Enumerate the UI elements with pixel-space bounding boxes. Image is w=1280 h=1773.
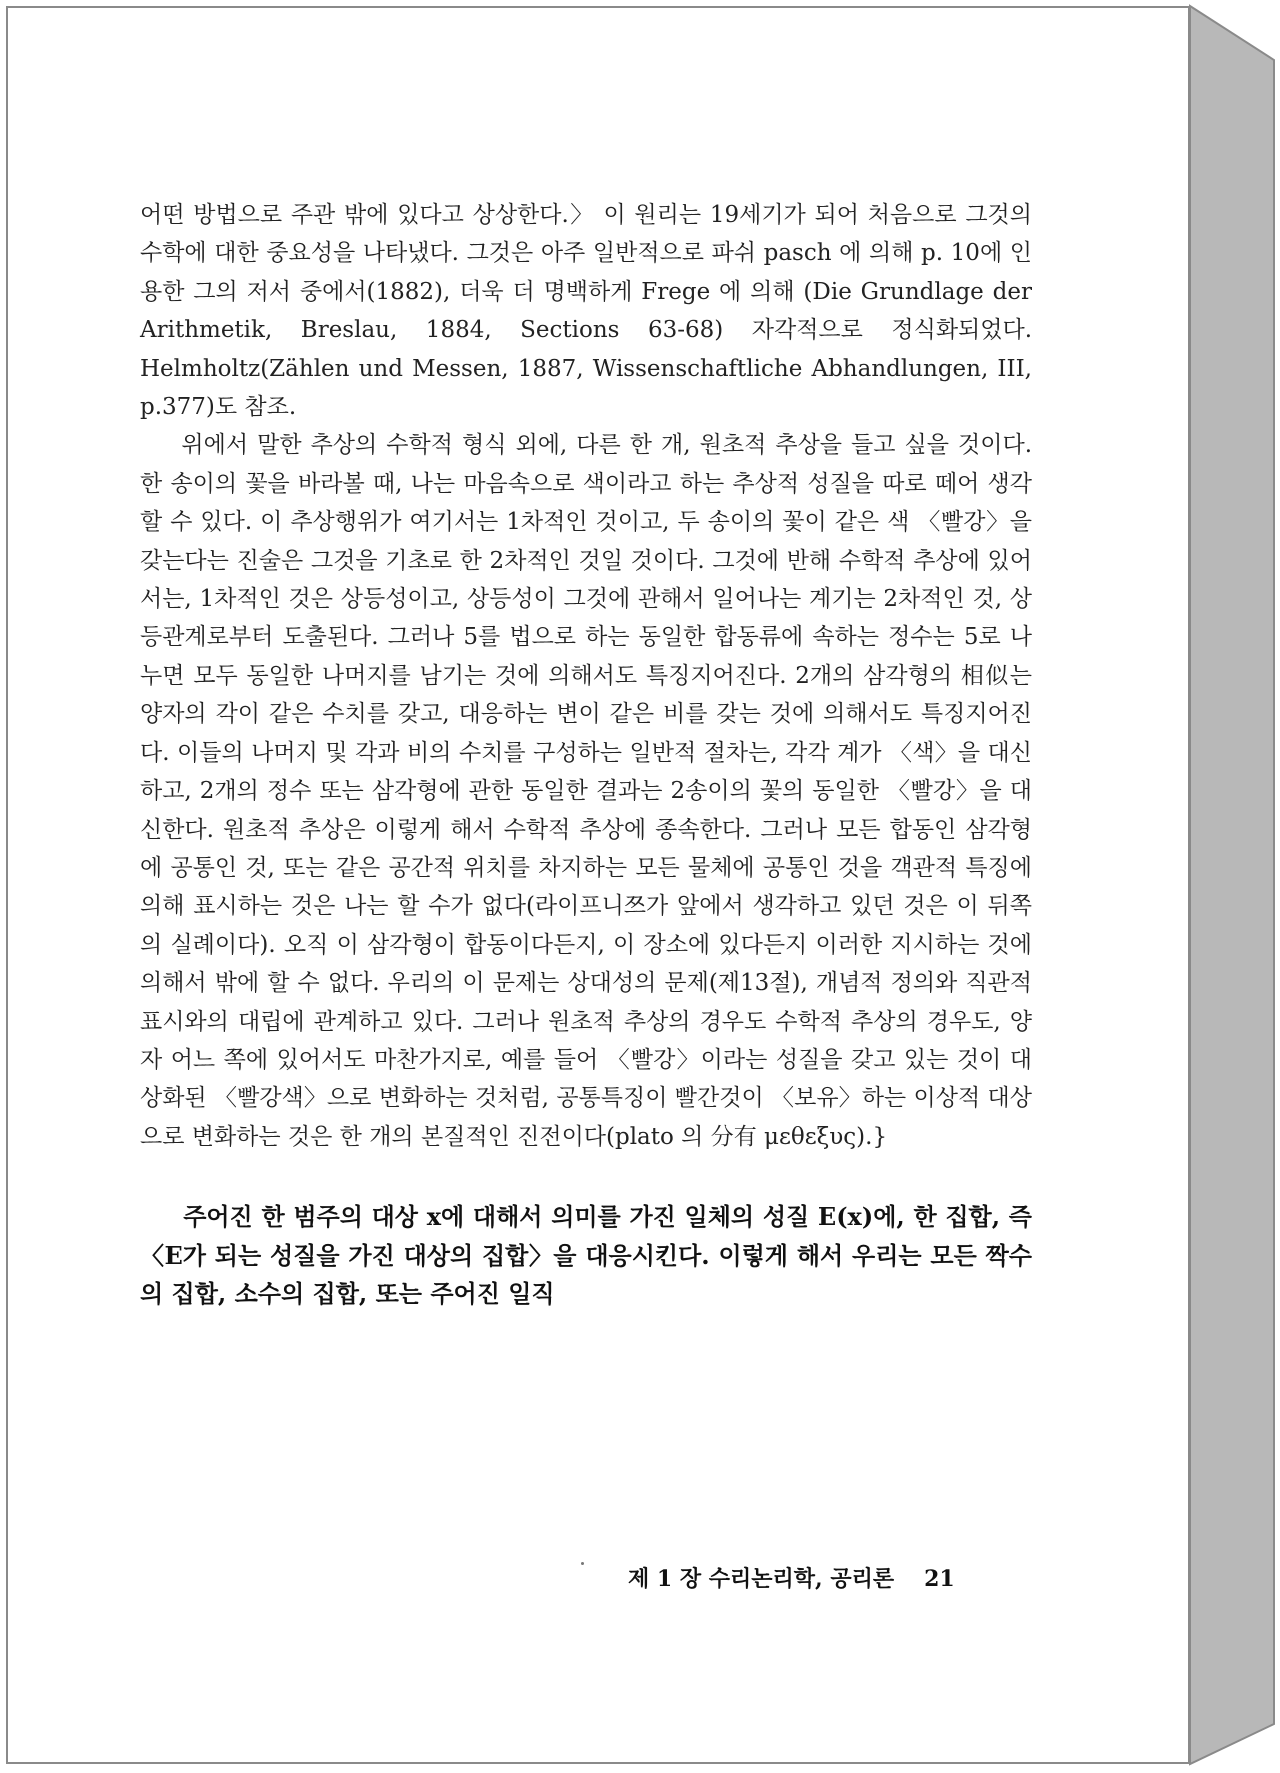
page-body xyxy=(140,196,1032,1314)
footnote-quote-block xyxy=(140,196,1032,1156)
ink-speck xyxy=(581,1562,584,1565)
quote-paragraph-1: 어떤 방법으로 주관 밖에 있다고 상상한다.〉 이 원리는 19세기가 되어 처음으로 그것의 수학에 대한 중요성을 나타냈다. 그것은 아주 일반적으로 파쉬 pasch 에 의해 p. 10에 인용한 그의 저서 중에서(1882), 더욱 더 명백하게 Frege 에 의해 (Die Grundlage der Arithmetik, Breslau, 1884, Sections 63-68) 자각적으로 정식화되었다. Helmholtz(Zählen und Messen, 1887, Wissenschaftliche Abhandlungen, III, p.377)도 참조. xyxy=(140,202,1032,421)
main-text-block xyxy=(140,1198,1032,1314)
page-footer xyxy=(628,1562,955,1593)
page-number: 21 xyxy=(924,1566,955,1592)
chapter-title: 제 1 장 수리논리학, 공리론 xyxy=(628,1566,895,1592)
main-paragraph: 주어진 한 범주의 대상 x에 대해서 의미를 가진 일체의 성질 E(x)에, 한 집합, 즉 〈E가 되는 성질을 가진 대상의 집합〉을 대응시킨다. 이렇게 해서 우리는 모든 짝수의 집합, 소수의 집합, 또는 주어진 일직 xyxy=(140,1202,1032,1309)
quote-paragraph-2: 위에서 말한 추상의 수학적 형식 외에, 다른 한 개, 원초적 추상을 들고 싶을 것이다. 한 송이의 꽃을 바라볼 때, 나는 마음속으로 색이라고 하는 추상적 성질을 따로 떼어 생각할 수 있다. 이 추상행위가 여기서는 1차적인 것이고, 두 송이의 꽃이 같은 색 〈빨강〉을 갖는다는 진술은 그것을 기초로 한 2차적인 것일 것이다. 그것에 반해 수학적 추상에 있어서는, 1차적인 것은 상등성이고, 상등성이 그것에 관해서 일어나는 계기는 2차적인 것, 상등관계로부터 도출된다. 그러나 5를 법으로 하는 동일한 합동류에 속하는 정수는 5로 나누면 모두 동일한 나머지를 남기는 것에 의해서도 특징지어진다. 2개의 삼각형의 相似는 양자의 각이 같은 수치를 갖고, 대응하는 변이 같은 비를 갖는 것에 의해서도 특징지어진다. 이들의 나머지 및 각과 비의 수치를 구성하는 일반적 절차는, 각각 계가 〈색〉을 대신하고, 2개의 정수 또는 삼각형에 관한 동일한 결과는 2송이의 꽃의 동일한 〈빨강〉을 대신한다. 원초적 추상은 이렇게 해서 수학적 추상에 종속한다. 그러나 모든 합동인 삼각형에 공통인 것, 또는 같은 공간적 위치를 차지하는 모든 물체에 공통인 것을 객관적 특징에 의해 표시하는 것은 나는 할 수가 없다(라이프니쯔가 앞에서 생각하고 있던 것은 이 뒤쪽의 실례이다). 오직 이 삼각형이 합동이다든지, 이 장소에 있다든지 이러한 지시하는 것에 의해서 밖에 할 수 없다. 우리의 이 문제는 상대성의 문제(제13절), 개념적 정의와 직관적 표시와의 대립에 관계하고 있다. 그러나 원초적 추상의 경우도 수학적 추상의 경우도, 양자 어느 쪽에 있어서도 마찬가지로, 예를 들어 〈빨강〉이라는 성질을 갖고 있는 것이 대상화된 〈빨강색〉으로 변화하는 것처럼, 공통특징이 빨간것이 〈보유〉하는 이상적 대상으로 변화하는 것은 한 개의 본질적인 진전이다(plato 의 分有 μεθεξυς).} xyxy=(140,432,1032,1150)
